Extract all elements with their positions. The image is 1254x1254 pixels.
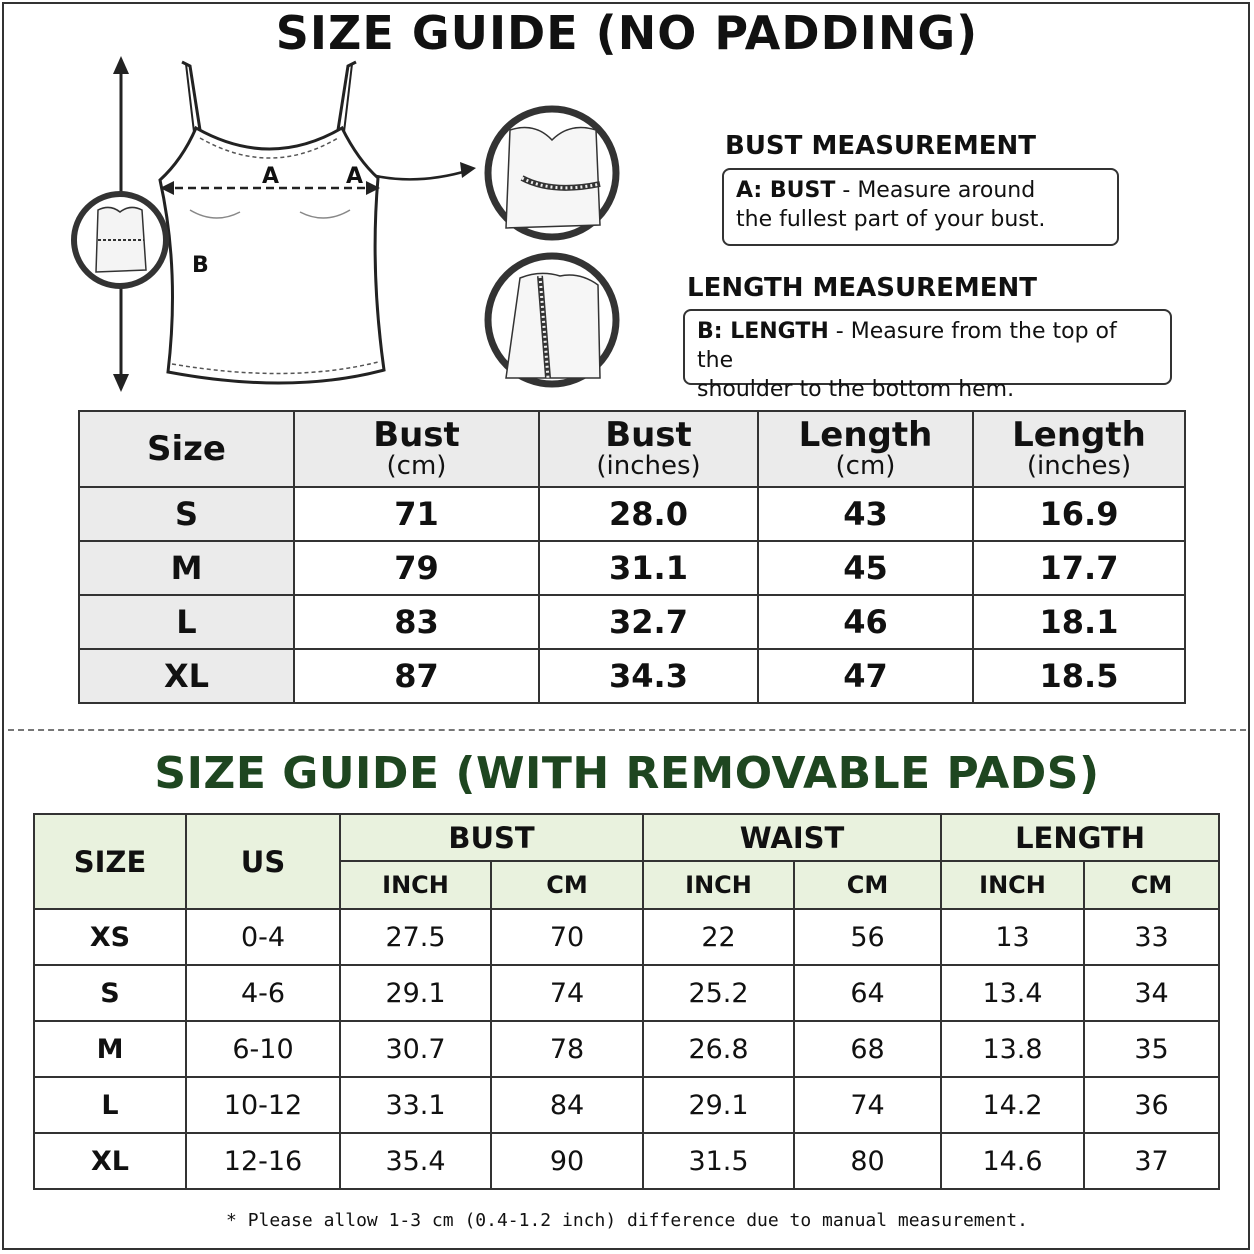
cell: 68 — [794, 1021, 941, 1077]
cell: L — [34, 1077, 186, 1133]
cell: XL — [34, 1133, 186, 1189]
cell: 35.4 — [340, 1133, 491, 1189]
bust-line2: the fullest part of your bust. — [736, 207, 1046, 232]
cell: 31.1 — [539, 541, 758, 595]
cell: 30.7 — [340, 1021, 491, 1077]
section-divider — [8, 729, 1246, 731]
cell: 74 — [491, 965, 643, 1021]
cell: 25.2 — [643, 965, 794, 1021]
cell: 14.2 — [941, 1077, 1084, 1133]
cell: 34.3 — [539, 649, 758, 703]
label-a-left: A — [262, 164, 280, 189]
cell: 4-6 — [186, 965, 340, 1021]
cell: 78 — [491, 1021, 643, 1077]
subheader-bust-cm: CM — [491, 861, 643, 909]
cell: 10-12 — [186, 1077, 340, 1133]
header-size: SIZE — [34, 814, 186, 909]
bust-line1: Measure around — [857, 178, 1036, 203]
footnote: * Please allow 1-3 cm (0.4-1.2 inch) difference due to manual measurement. — [226, 1210, 1028, 1231]
cell: 18.5 — [973, 649, 1185, 703]
subheader-waist-inch: INCH — [643, 861, 794, 909]
cell: 64 — [794, 965, 941, 1021]
cell: 13.8 — [941, 1021, 1084, 1077]
cell: 26.8 — [643, 1021, 794, 1077]
cell: 45 — [758, 541, 973, 595]
cell: 79 — [294, 541, 539, 595]
cell: XL — [79, 649, 294, 703]
size-table-no-padding — [78, 410, 1186, 704]
cell: 80 — [794, 1133, 941, 1189]
header-bust: BUST — [340, 814, 643, 861]
cell: M — [79, 541, 294, 595]
cell: 90 — [491, 1133, 643, 1189]
cell: 36 — [1084, 1077, 1219, 1133]
table-row — [34, 965, 1219, 1021]
cell: 87 — [294, 649, 539, 703]
bust-key: A: BUST — [736, 178, 836, 203]
table-row — [34, 1021, 1219, 1077]
length-measurement-title: LENGTH MEASUREMENT — [687, 273, 1038, 303]
cell: 33 — [1084, 909, 1219, 965]
table-row — [79, 487, 1185, 541]
cell: L — [79, 595, 294, 649]
length-key: B: LENGTH — [697, 319, 829, 344]
table-row — [79, 595, 1185, 649]
cell: 28.0 — [539, 487, 758, 541]
header-length-inches: Length (inches) — [973, 411, 1185, 487]
cell: 27.5 — [340, 909, 491, 965]
cell: 6-10 — [186, 1021, 340, 1077]
header-waist: WAIST — [643, 814, 941, 861]
bust-measure-circle-icon — [488, 109, 616, 237]
subheader-length-cm: CM — [1084, 861, 1219, 909]
table-group-header-row — [34, 814, 1219, 861]
cell: 31.5 — [643, 1133, 794, 1189]
cell: 47 — [758, 649, 973, 703]
bust-measurement-box: A: BUST - Measure around the fullest part of your bust. — [722, 168, 1119, 246]
cell: 35 — [1084, 1021, 1219, 1077]
cell: 29.1 — [340, 965, 491, 1021]
size-table-with-pads — [33, 813, 1220, 1190]
header-bust-inches: Bust (inches) — [539, 411, 758, 487]
header-length: LENGTH — [941, 814, 1219, 861]
label-b: B — [192, 253, 209, 278]
cell: 70 — [491, 909, 643, 965]
cell: 18.1 — [973, 595, 1185, 649]
table-header-row — [79, 411, 1185, 487]
bust-measurement-title: BUST MEASUREMENT — [725, 131, 1036, 161]
cell: 13 — [941, 909, 1084, 965]
cell: 37 — [1084, 1133, 1219, 1189]
cell: 12-16 — [186, 1133, 340, 1189]
cell: 43 — [758, 487, 973, 541]
cell: 71 — [294, 487, 539, 541]
cell: 74 — [794, 1077, 941, 1133]
cell: 33.1 — [340, 1077, 491, 1133]
cell: 32.7 — [539, 595, 758, 649]
cell: 0-4 — [186, 909, 340, 965]
table-row — [34, 909, 1219, 965]
cell: 29.1 — [643, 1077, 794, 1133]
cell: 46 — [758, 595, 973, 649]
page-title-no-padding: SIZE GUIDE (NO PADDING) — [275, 6, 979, 60]
cell: 17.7 — [973, 541, 1185, 595]
cell: 22 — [643, 909, 794, 965]
header-length-cm: Length (cm) — [758, 411, 973, 487]
length-measurement-box: B: LENGTH - Measure from the top of the shoulder to the bottom hem. — [683, 309, 1172, 385]
length-line2: shoulder to the bottom hem. — [697, 377, 1015, 402]
subheader-waist-cm: CM — [794, 861, 941, 909]
header-size: Size — [79, 411, 294, 487]
cell: 16.9 — [973, 487, 1185, 541]
cell: M — [34, 1021, 186, 1077]
cell: 83 — [294, 595, 539, 649]
cell: S — [79, 487, 294, 541]
length-line1: Measure from the top of the — [697, 319, 1117, 373]
cell: 14.6 — [941, 1133, 1084, 1189]
cell: S — [34, 965, 186, 1021]
page-title-with-pads: SIZE GUIDE (WITH REMOVABLE PADS) — [154, 748, 1100, 799]
header-bust-cm: Bust (cm) — [294, 411, 539, 487]
table-row — [79, 541, 1185, 595]
front-figure-circle-icon — [74, 194, 166, 286]
cell: 13.4 — [941, 965, 1084, 1021]
table-row — [34, 1133, 1219, 1189]
table-row — [79, 649, 1185, 703]
label-a-right: A — [346, 164, 364, 189]
cell: 34 — [1084, 965, 1219, 1021]
table-row — [34, 1077, 1219, 1133]
header-us: US — [186, 814, 340, 909]
cell: 84 — [491, 1077, 643, 1133]
subheader-length-inch: INCH — [941, 861, 1084, 909]
subheader-bust-inch: INCH — [340, 861, 491, 909]
cell: XS — [34, 909, 186, 965]
cell: 56 — [794, 909, 941, 965]
length-measure-circle-icon — [488, 256, 616, 384]
